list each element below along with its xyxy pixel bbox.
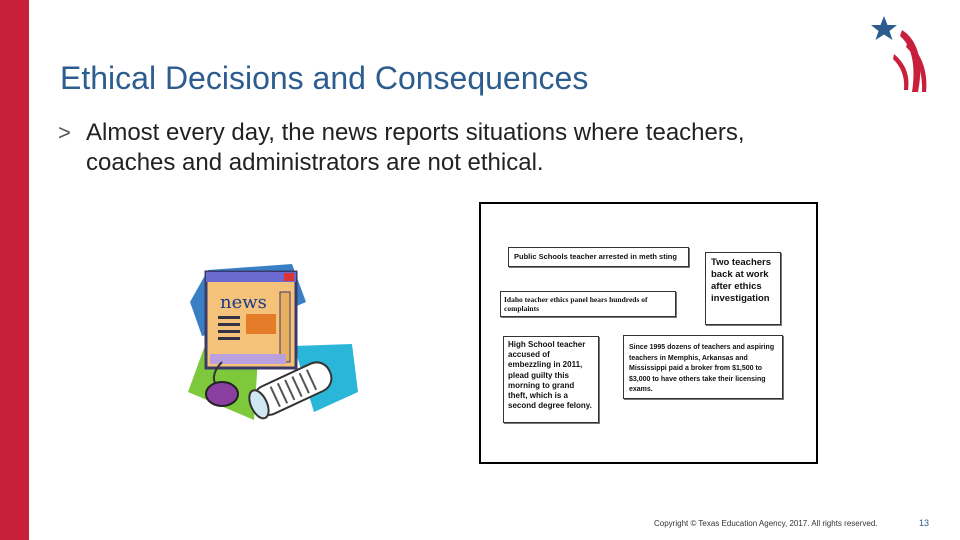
clipart-label: news xyxy=(220,292,267,313)
headline-licensing-exams: Since 1995 dozens of teachers and aspiring teachers in Memphis, Arkansas and Mississippi paid a broker from $1,500 to $3,000 to have others take their licensing exams. xyxy=(623,335,783,399)
left-accent-bar xyxy=(0,0,29,540)
headline-teachers-back-at-work: Two teachers back at work after ethics investigation xyxy=(705,252,781,325)
bullet-text: Almost every day, the news reports situations where teachers, coaches and administrators are not ethical. xyxy=(86,119,745,176)
copyright-footer: Copyright © Texas Education Agency, 2017. All rights reserved. xyxy=(654,519,878,528)
news-clipart-icon xyxy=(182,262,362,430)
star-swoosh-logo xyxy=(866,14,938,96)
headline-embezzling: High School teacher accused of embezzling in 2011, plead guilty this morning to grand theft, which is a second degree felony. xyxy=(503,336,599,423)
bullet-marker: > xyxy=(58,120,71,145)
page-number: 13 xyxy=(919,518,930,528)
headline-meth-sting: Public Schools teacher arrested in meth sting xyxy=(508,247,689,267)
headline-idaho-ethics-panel: Idaho teacher ethics panel hears hundreds of complaints xyxy=(500,291,676,317)
news-headlines-panel xyxy=(479,202,818,464)
slide-title: Ethical Decisions and Consequences xyxy=(60,60,589,96)
